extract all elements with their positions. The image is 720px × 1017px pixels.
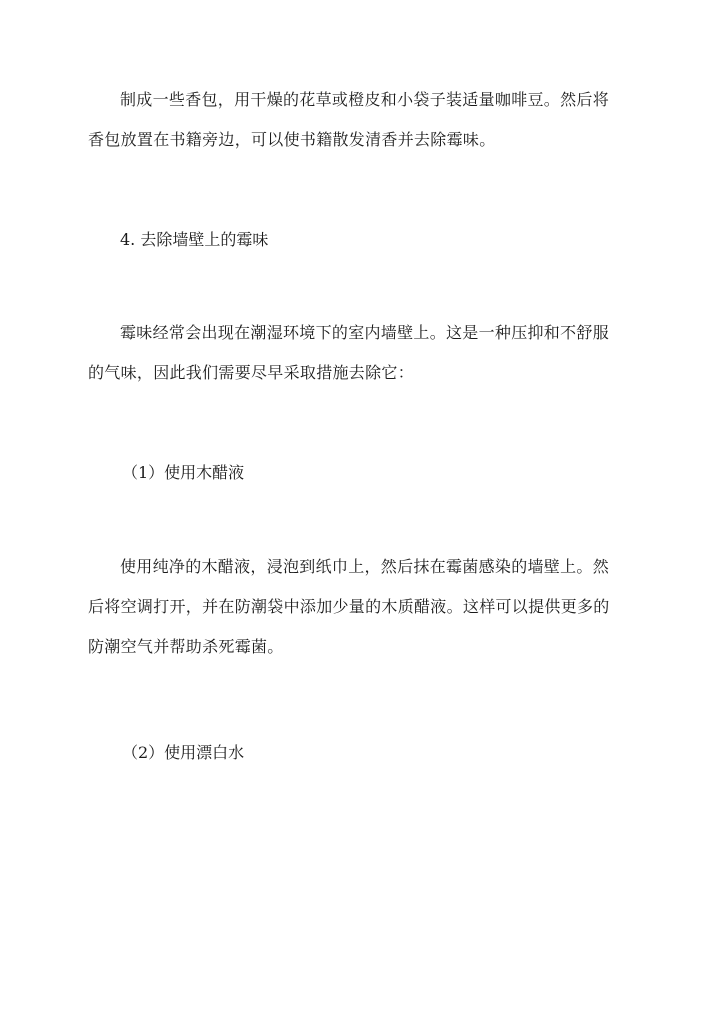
subsection-heading: （2）使用漂白水: [122, 743, 245, 762]
paragraph-line: 防潮空气并帮助杀死霉菌。: [88, 637, 284, 656]
paragraph-line: 后将空调打开，并在防潮袋中添加少量的木质醋液。这样可以提供更多的: [88, 597, 610, 616]
paragraph-line: 香包放置在书籍旁边，可以使书籍散发清香并去除霉味。: [88, 130, 496, 149]
paragraph-wood-vinegar: [88, 547, 636, 667]
subsection-heading: （1）使用木醋液: [122, 463, 245, 482]
section-heading: 4. 去除墙壁上的霉味: [120, 230, 269, 249]
paragraph-line: 的气味，因此我们需要尽早采取措施去除它：: [88, 363, 415, 382]
paragraph-line: 制成一些香包，用干燥的花草或橙皮和小袋子装适量咖啡豆。然后将: [120, 90, 610, 109]
paragraph-line: 霉味经常会出现在潮湿环境下的室内墙壁上。这是一种压抑和不舒服: [120, 323, 610, 342]
paragraph-line: 使用纯净的木醋液，浸泡到纸巾上，然后抹在霉菌感染的墙壁上。然: [120, 557, 610, 576]
paragraph-sachet: [88, 80, 636, 160]
paragraph-wall-mold: [88, 313, 636, 393]
